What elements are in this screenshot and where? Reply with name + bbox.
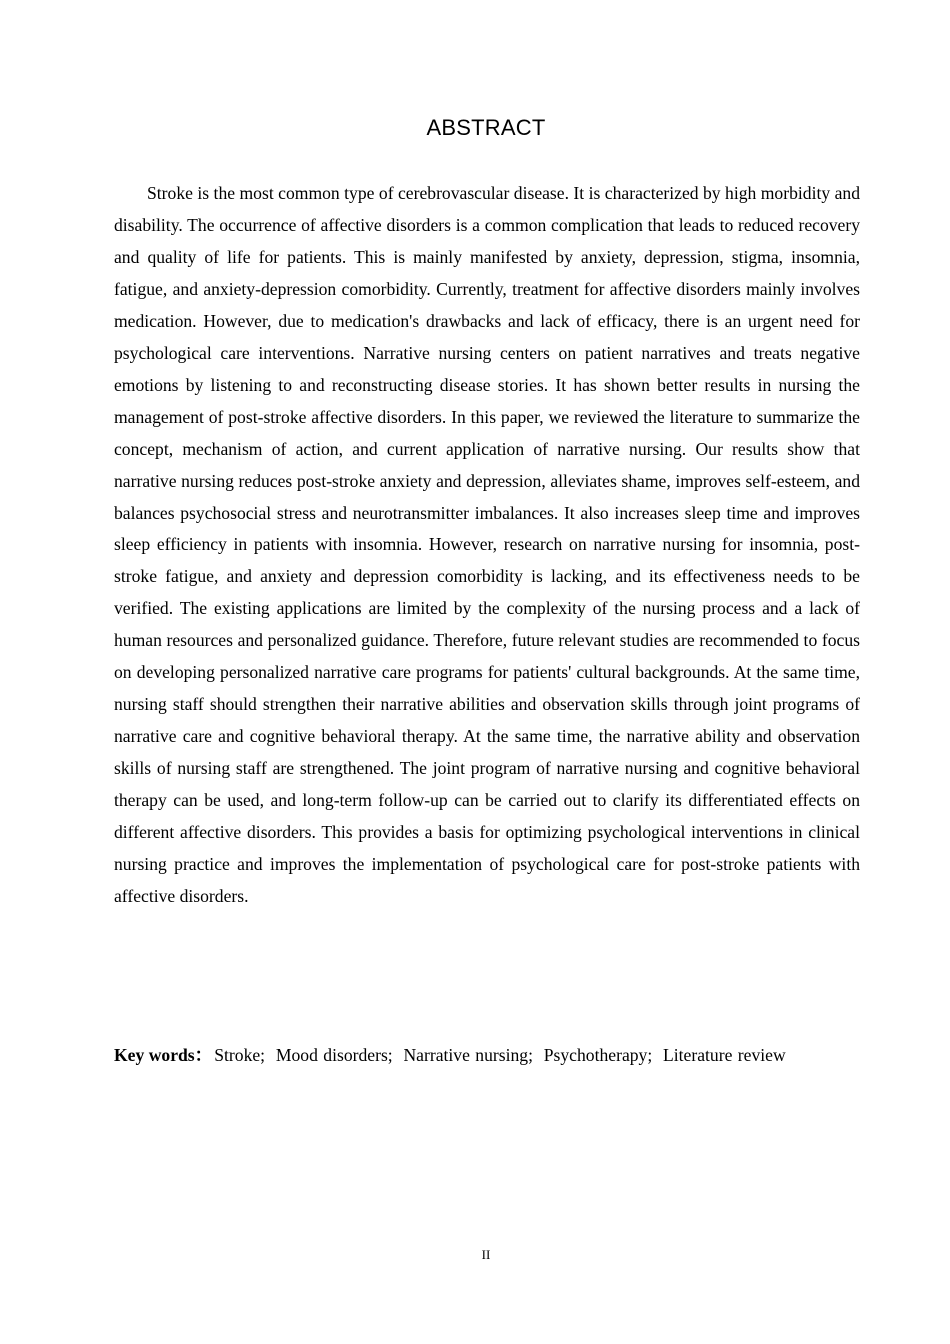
keywords-label: Key words： (114, 1045, 213, 1065)
page-title: ABSTRACT (426, 115, 546, 140)
abstract-body: Stroke is the most common type of cerebrovascular disease. It is characterized by high morbidity and disability. The occurrence of affective disorders is a common complication that leads to reduced recovery and quality of life for patients. This is mainly manifested by anxiety, depression, stigma, insomnia, fatigue, and anxiety-depression comorbidity. Currently, treatment for affective disorders mainly involves medication. However, due to medication's drawbacks and lack of efficacy, there is an urgent need for psychological care interventions. Narrative nursing centers on patient narratives and treats negative emotions by listening to and reconstructing disease stories. It has shown better results in nursing the management of post-stroke affective disorders. In this paper, we reviewed the literature to summarize the concept, mechanism of action, and current application of narrative nursing. Our results show that narrative nursing reduces post-stroke anxiety and depression, alleviates shame, improves self-esteem, and balances psychosocial stress and neurotransmitter imbalances. It also increases sleep time and improves sleep efficiency in patients with insomnia. However, research on narrative nursing for insomnia, post-stroke fatigue, and anxiety and depression comorbidity is lacking, and its effectiveness needs to be verified. The existing applications are limited by the complexity of the nursing process and a lack of human resources and personalized guidance. Therefore, future relevant studies are recommended to focus on developing personalized narrative care programs for patients' cultural backgrounds. At the same time, nursing staff should strengthen their narrative abilities and observation skills through joint programs of narrative care and cognitive behavioral therapy. At the same time, the narrative ability and observation skills of nursing staff are strengthened. The joint program of narrative nursing and cognitive behavioral therapy can be used, and long-term follow-up can be carried out to clarify its differentiated effects on different affective disorders. This provides a basis for optimizing psychological interventions in clinical nursing practice and improves the implementation of psychological care for post-stroke patients with affective disorders. (114, 183, 860, 906)
keywords-list: Stroke; Mood disorders; Narrative nursing; Psychotherapy; Literature review (214, 1045, 786, 1065)
page-number: II (481, 1247, 491, 1262)
keywords-line (114, 1040, 874, 1071)
